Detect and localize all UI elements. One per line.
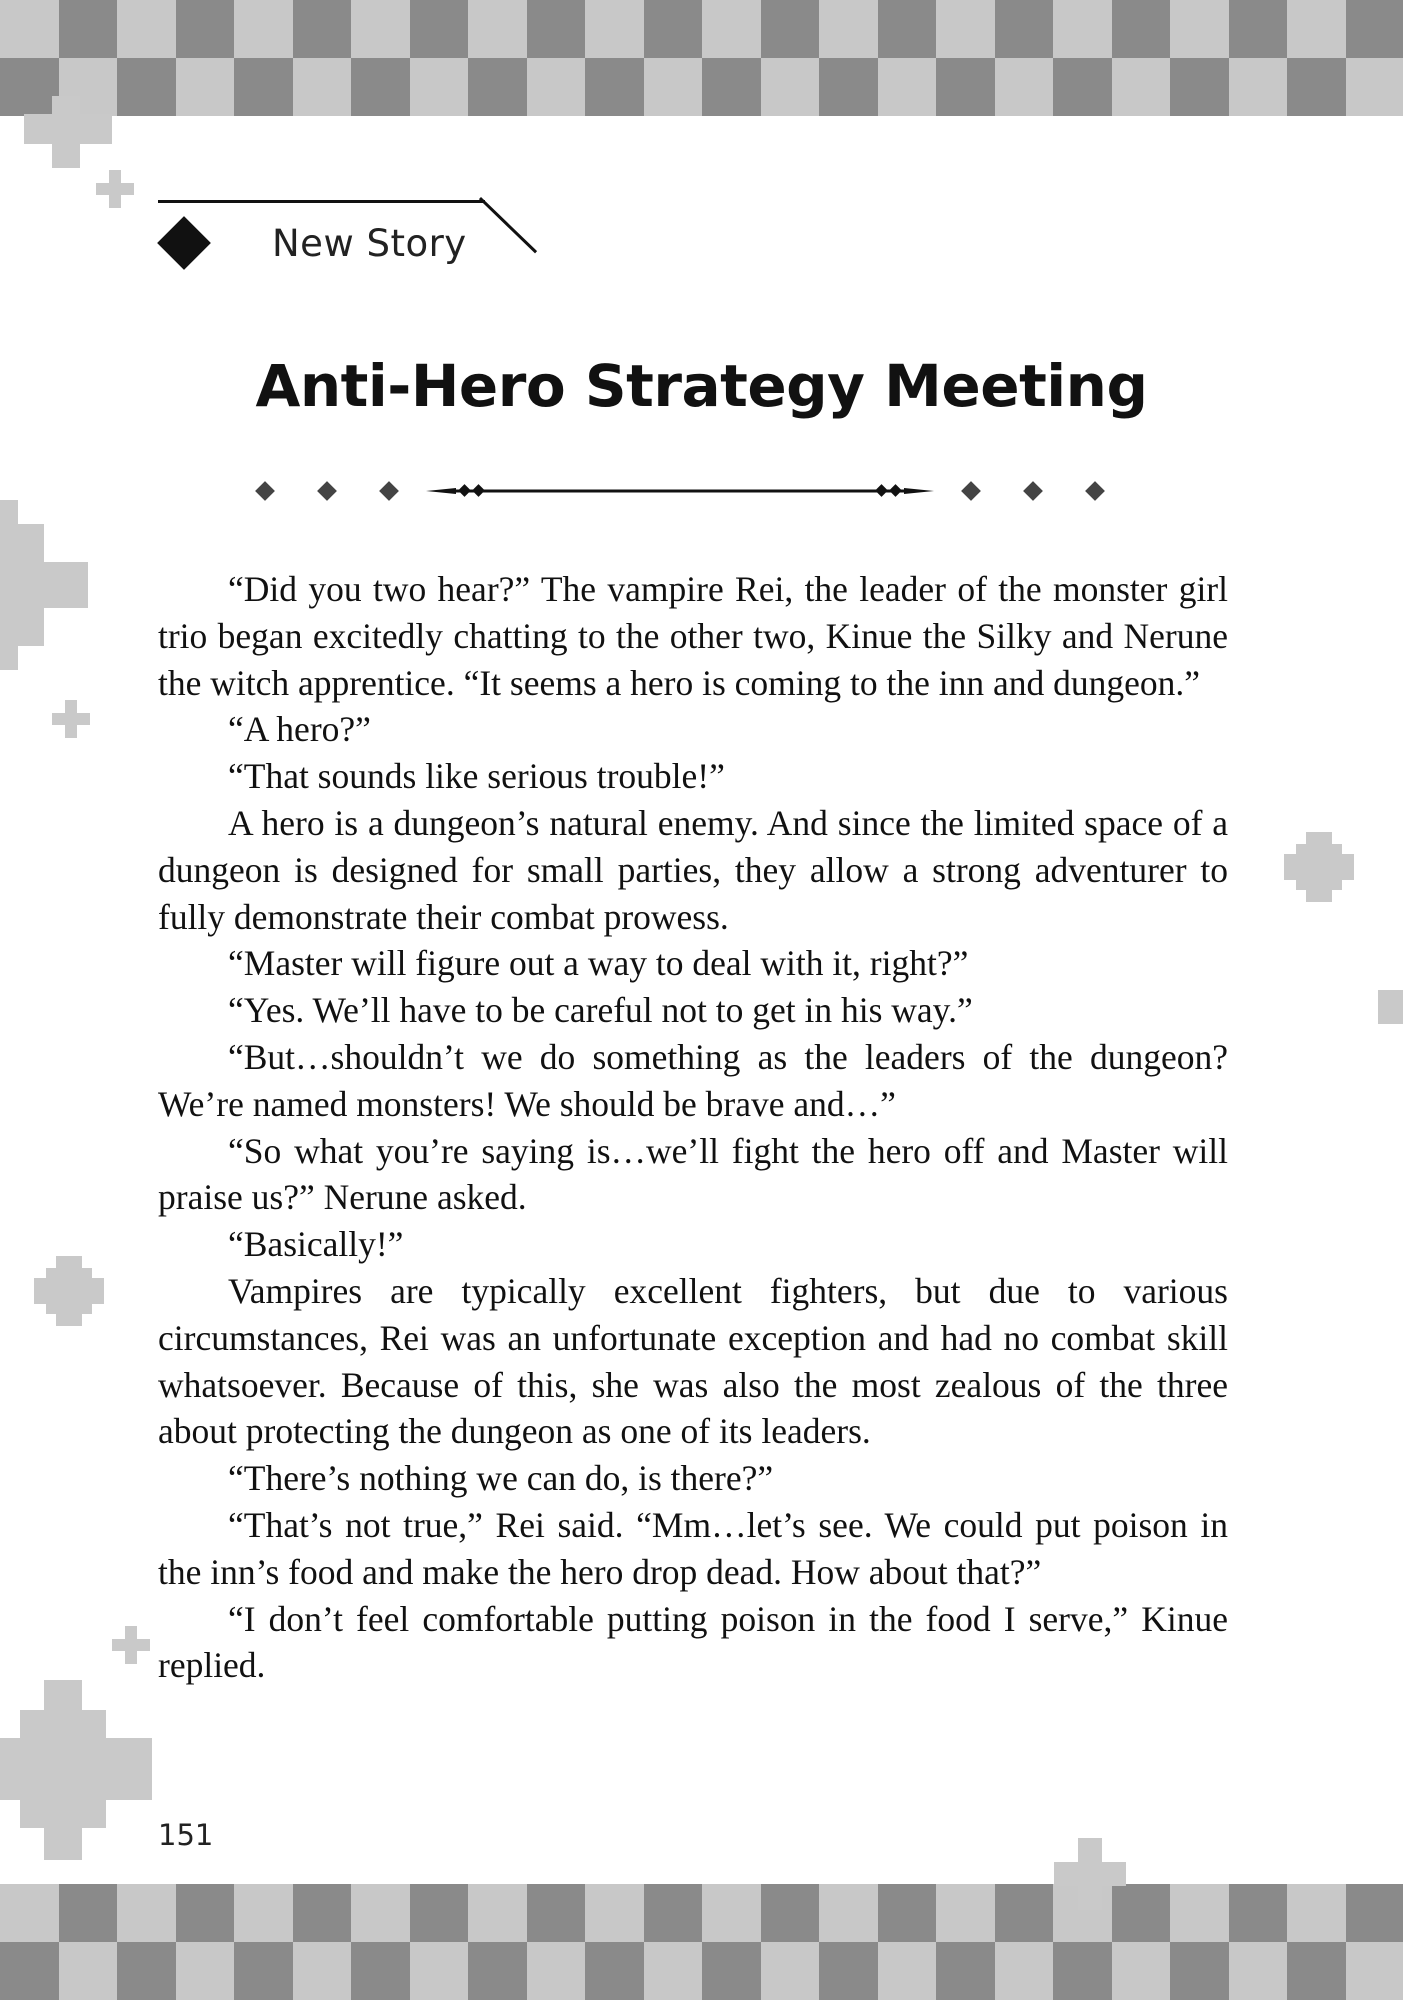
paragraph: “Master will figure out a way to deal with it, right?” (228, 943, 969, 984)
paragraph: “Basically!” (228, 1224, 404, 1265)
sparkle-icon (52, 700, 90, 738)
bottom-checker-border (0, 1884, 1403, 2000)
paragraph: “So what you’re saying is…we’ll fight the hero off and Master will praise us?” Nerune asked. (158, 1130, 1228, 1218)
sparkle-icon (0, 1680, 152, 1860)
paragraph: “That sounds like serious trouble!” (228, 756, 725, 797)
sparkle-icon (96, 170, 134, 208)
diamond-icon (157, 216, 211, 270)
section-label: New Story (272, 222, 467, 265)
paragraph: “I don’t feel comfortable putting poison in the food I serve,” Kinue replied. (158, 1598, 1228, 1686)
header-slash (479, 197, 537, 253)
paragraph: “Did you two hear?” The vampire Rei, the leader of the monster girl trio began excitedly chatting to the other two, Kinue the Silky and Nerune the witch apprentice. “It seems a hero is coming to the inn and dungeon.” (158, 569, 1228, 703)
sparkle-icon (1284, 832, 1354, 902)
sparkle-icon (34, 1256, 104, 1326)
ornamental-divider (250, 470, 1110, 514)
square-decoration (1378, 990, 1403, 1024)
chapter-title: Anti-Hero Strategy Meeting (255, 352, 1148, 420)
sparkle-icon (24, 96, 112, 168)
paragraph: “But…shouldn’t we do something as the leaders of the dungeon? We’re named monsters! We should be brave and…” (158, 1036, 1228, 1124)
header-rule (158, 200, 485, 203)
paragraph: “That’s not true,” Rei said. “Mm…let’s see. We could put poison in the inn’s food and make the hero drop dead. How about that?” (158, 1504, 1228, 1592)
sparkle-icon (1054, 1838, 1126, 1910)
paragraph: Vampires are typically excellent fighters, but due to various circumstances, Rei was an unfortunate exception and had no combat skill whatsoever. Because of this, she was also the most zealous of the three about protecting the dungeon as one of its leaders. (158, 1270, 1228, 1452)
paragraph: “Yes. We’ll have to be careful not to get in his way.” (228, 990, 973, 1031)
sparkle-icon (112, 1626, 150, 1664)
page-number: 151 (158, 1818, 214, 1852)
top-checker-border (0, 0, 1403, 116)
story-body (158, 566, 1228, 1689)
sparkle-icon (0, 500, 88, 670)
paragraph: “There’s nothing we can do, is there?” (228, 1458, 774, 1499)
paragraph: “A hero?” (228, 709, 371, 750)
paragraph: A hero is a dungeon’s natural enemy. And since the limited space of a dungeon is designed for small parties, they allow a strong adventurer to fully demonstrate their combat prowess. (158, 802, 1228, 937)
